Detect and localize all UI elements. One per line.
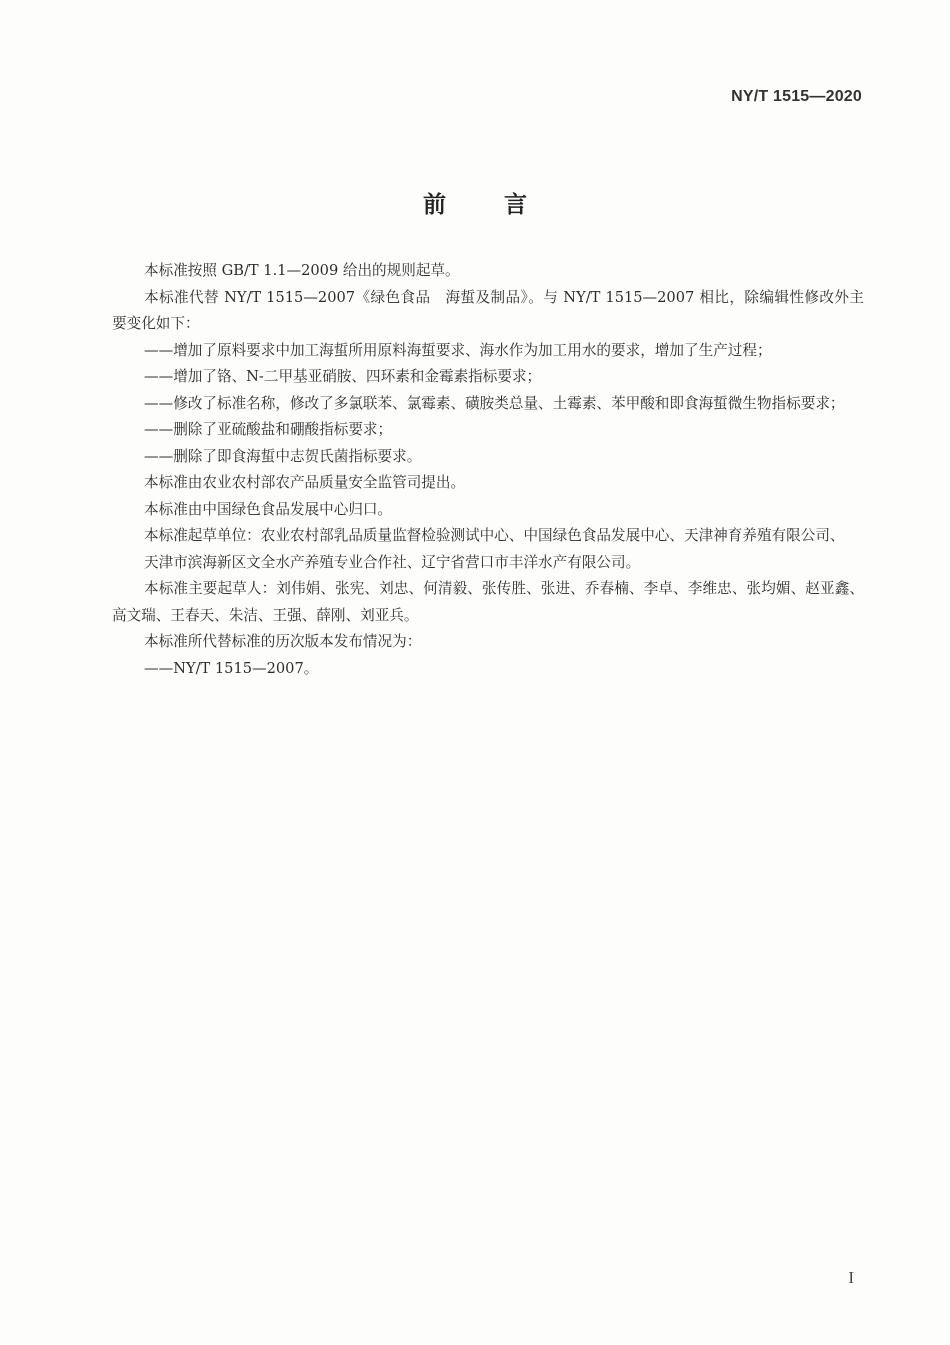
change-list-item: ——修改了标准名称，修改了多氯联苯、氯霉素、磺胺类总量、土霉素、苯甲酸和即食海蜇微生物指标要求； (144, 394, 845, 412)
paragraph: 本标准主要起草人：刘伟娟、张宪、刘忠、何清毅、张传胜、张进、乔春楠、李卓、李维忠、张均媚、赵亚鑫、高文瑞、王春天、朱洁、王强、薛刚、刘亚兵。 (112, 580, 864, 624)
paragraph: 天津市滨海新区文全水产养殖专业合作社、辽宁省营口市丰洋水产有限公司。 (144, 553, 641, 571)
change-list-item: ——增加了铬、N-二甲基亚硝胺、四环素和金霉素指标要求； (144, 368, 542, 385)
paragraph: ——NY/T 1515—2007。 (144, 659, 319, 677)
paragraph: 本标准起草单位：农业农村部乳品质量监督检验测试中心、中国绿色食品发展中心、天津神育养殖有限公司、 (144, 527, 845, 544)
change-list-item: ——删除了即食海蜇中志贺氏菌指标要求。 (144, 447, 422, 465)
page-title: 前言 (423, 192, 585, 218)
paragraph: 本标准由中国绿色食品发展中心归口。 (144, 500, 393, 518)
change-list-item: ——增加了原料要求中加工海蜇所用原料海蜇要求、海水作为加工用水的要求，增加了生产过程； (144, 341, 772, 359)
page-number: I (848, 1268, 854, 1287)
change-list-item: ——删除了亚硫酸盐和硼酸指标要求； (144, 421, 393, 438)
standard-code: NY/T 1515—2020 (731, 88, 862, 105)
paragraph: 本标准按照 GB/T 1.1—2009 给出的规则起草。 (144, 262, 460, 279)
paragraph: 本标准由农业农村部农产品质量安全监管司提出。 (144, 474, 466, 491)
document-body (112, 258, 864, 682)
paragraph: 本标准代替 NY/T 1515—2007《绿色食品 海蜇及制品》。与 NY/T 1515—2007 相比，除编辑性修改外主要变化如下： (112, 288, 864, 332)
paragraph: 本标准所代替标准的历次版本发布情况为： (144, 633, 422, 650)
